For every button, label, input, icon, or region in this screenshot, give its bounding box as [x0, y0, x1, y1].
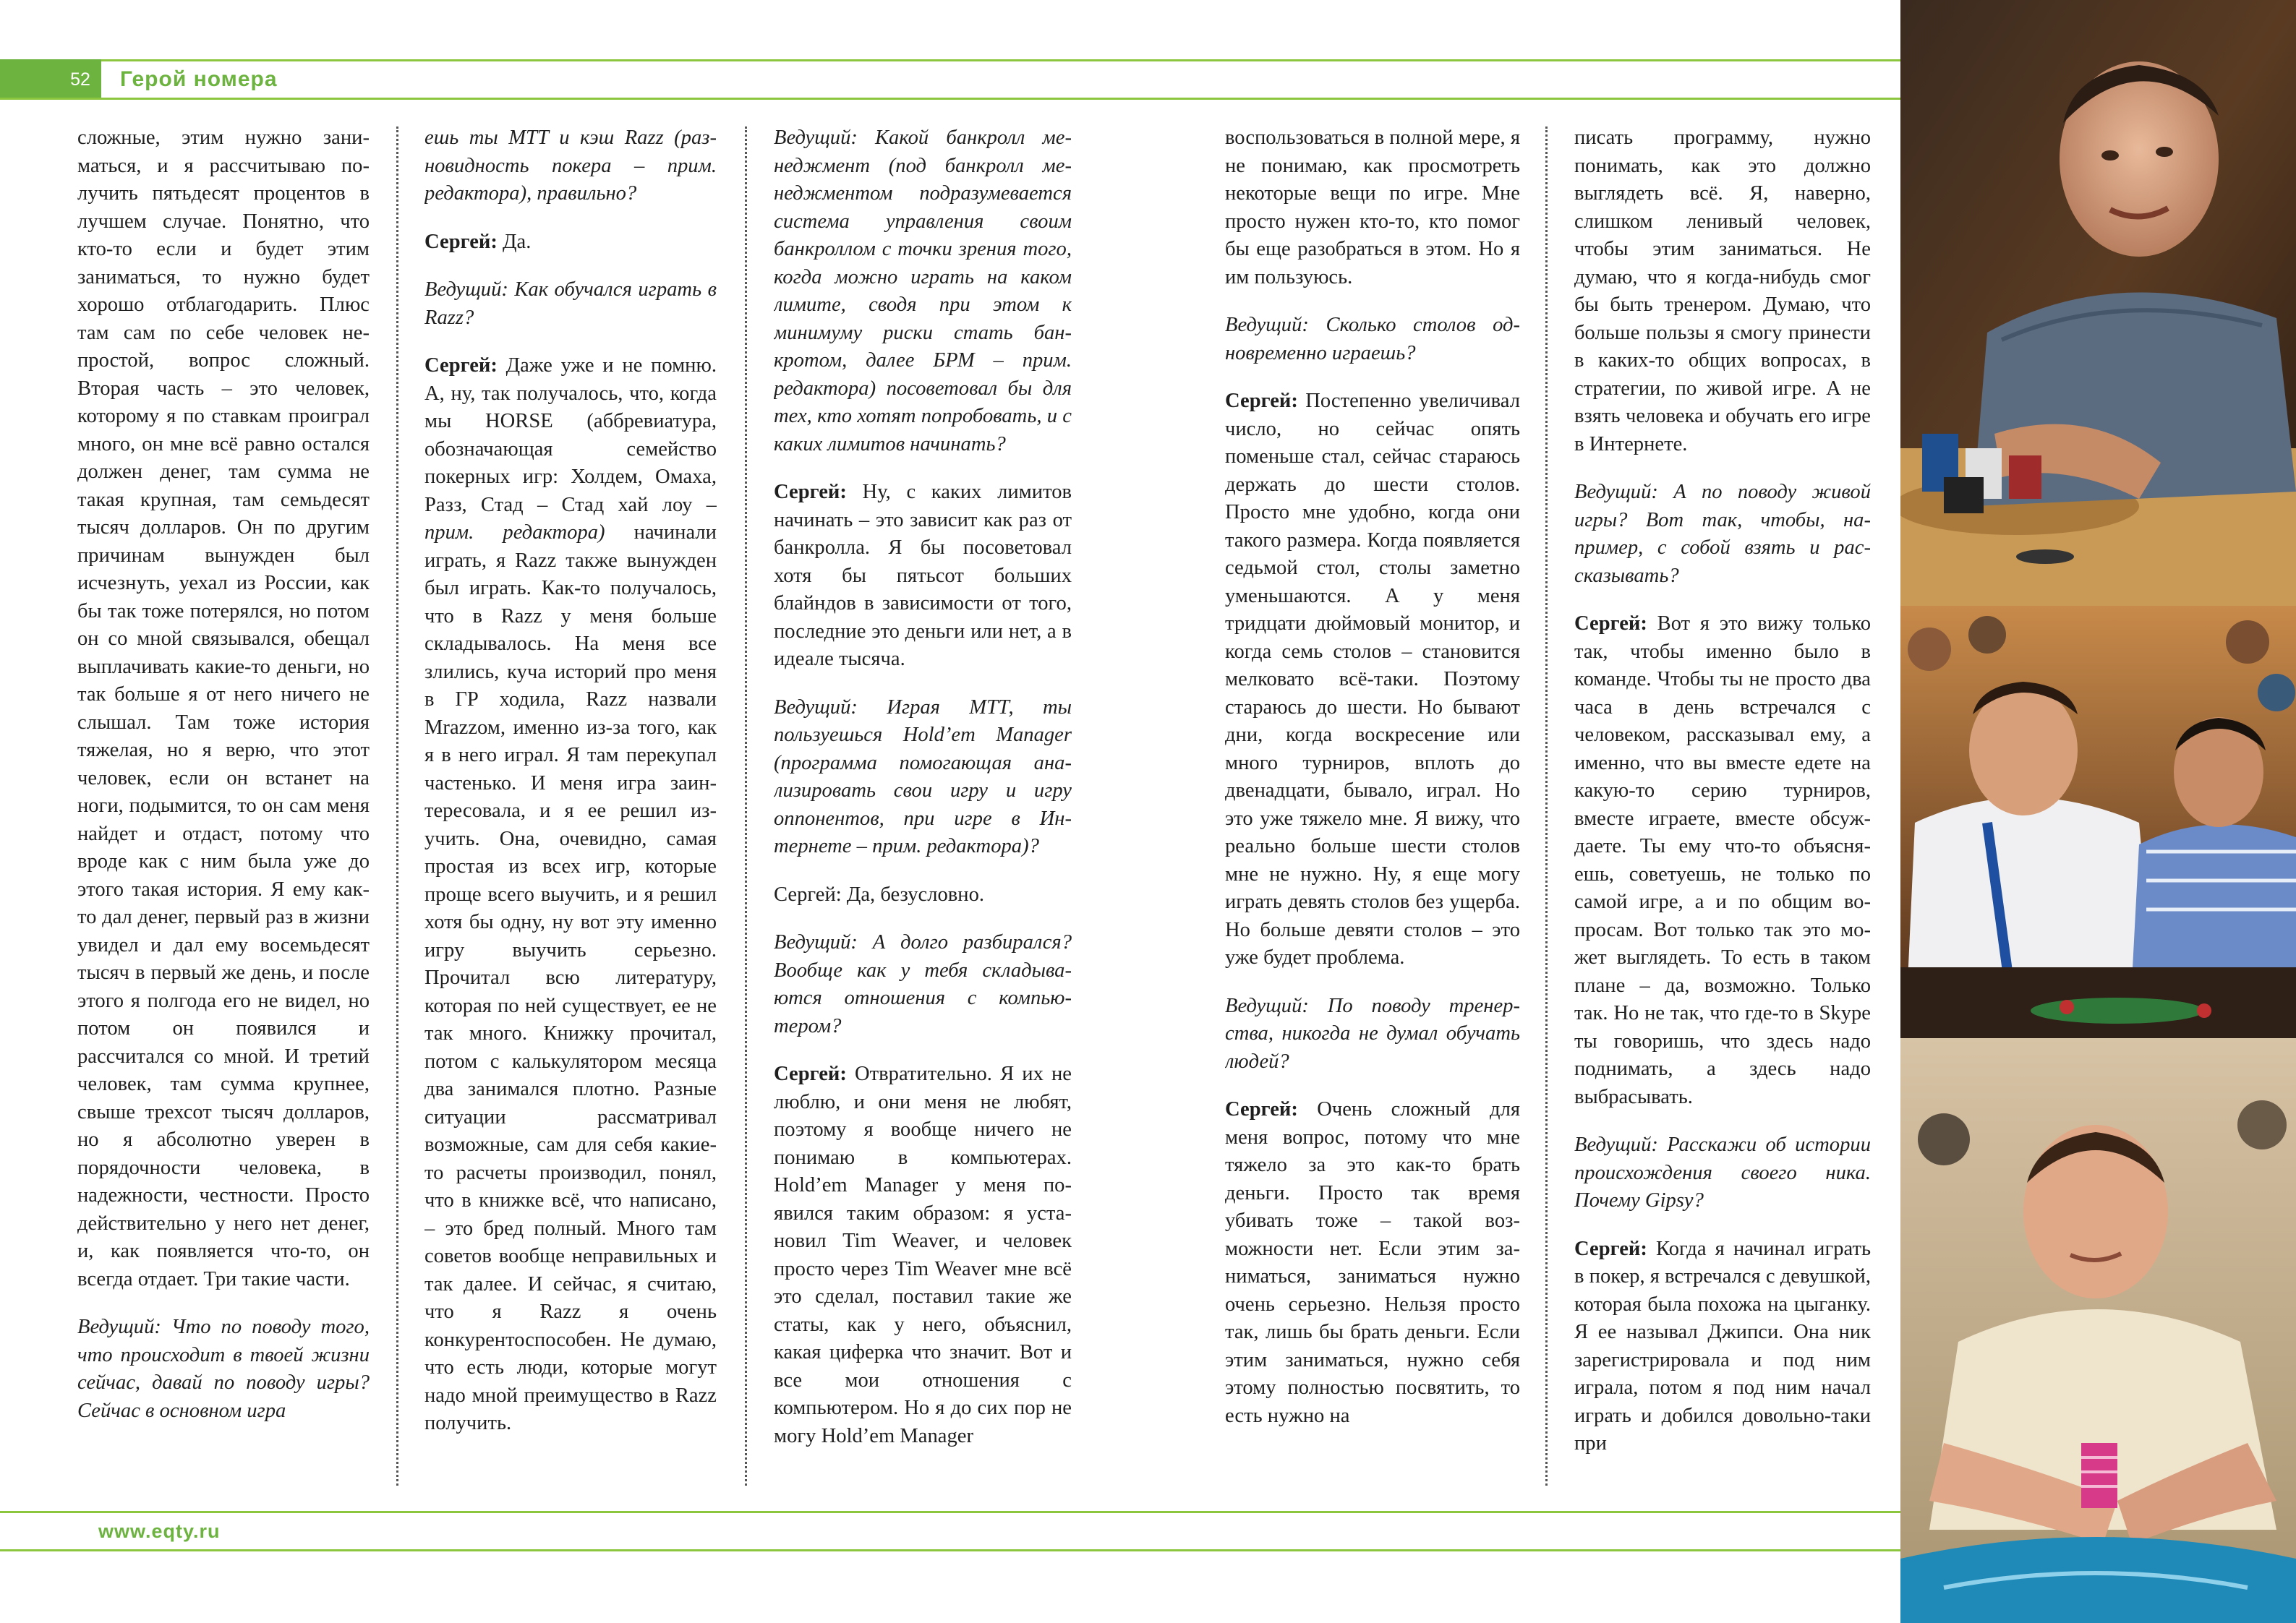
header-rule-top: [0, 59, 1900, 61]
speaker-label: Сергей:: [1574, 1237, 1647, 1260]
interviewee-answer: [1574, 1236, 1871, 1458]
answer-text: Ну, с каких лимитов начинать – это зависит как раз от банкролла. Я бы посоветовал хотя бы пятьсот больших блайндов в зависимости от того, последние это деньги или нет, а в идеале тысяча.: [774, 481, 1072, 670]
column-separator: [396, 127, 398, 1486]
body-paragraph: писать программу, нужно понимать, как это должно выглядеть всё. Я, наверно, слишком ленивый человек, чтобы этим заниматься. Не думаю, что я когда-нибудь смог бы быть тренером. Думаю, что больше пользы я смогу принести в каких-то общих вопросах, в стратегии, по живой игре. А не взять человека и обучать его игре в Интернете.: [1574, 127, 1871, 455]
interviewer-question: ешь ты МТТ и кэш Razz (разновидность покера – прим. редактора), правильно?: [424, 127, 717, 205]
answer-text: Вот я это вижу только так, чтобы именно было в команде. Чтобы ты не просто два часа в день встречался с человеком, рассказывал ему, а именно, что вы вместе едете на какую-то серию турниров, вместе играете, вместе обсуждаете. Ты ему что-то объясняешь, советуешь, не только по самой игре, а и по общим вопросам. Вот только так это может выглядеть. То есть в таком плане – да, возможно. Только так. Но не так, что где-то в Skype ты говоришь, что здесь надо поднимать, а здесь надо выбрасывать.: [1574, 612, 1871, 1108]
speaker-label: Сергей:: [774, 1063, 847, 1085]
speaker-label: Сергей:: [1225, 1098, 1298, 1121]
interviewer-question: Ведущий: Играя МТТ, ты пользуешься Hold’em Manager (программа помогающая анализировать свои игру и игру оппонентов, при игре в Интернете – прим. редактора)?: [774, 695, 1072, 857]
footer-rule-top: [0, 1511, 1900, 1513]
body-paragraph: воспользоваться в полной мере, я не понимаю, как просмотреть некоторые вещи по игре. Мне просто нужен кто-то, кто помог бы еще разобраться в этом. Но я им пользуюсь.: [1225, 127, 1520, 288]
plain-answer: Сергей: Да, безусловно.: [774, 883, 985, 906]
interviewee-answer: [1225, 1096, 1520, 1430]
footer-url[interactable]: www.eqty.ru: [98, 1520, 221, 1542]
interviewer-question: Ведущий: Что по поводу того, что происходит в твоей жизни сейчас, давай по поводу игры? Сейчас в основном игра: [77, 1316, 370, 1422]
player-photo-icon: [1900, 1038, 2296, 1623]
text-column-4: [1225, 124, 1520, 1494]
interviewer-question: Ведущий: Сколько столов одновременно играешь?: [1225, 314, 1520, 364]
interviewer-question: Ведущий: А долго разбирался? Вообще как у тебя складываются отношения с компьютером?: [774, 931, 1072, 1037]
interviewee-answer: [1225, 387, 1520, 972]
header-rule-bottom: [0, 98, 1900, 100]
text-column-3: [774, 124, 1072, 1494]
section-title: Герой номера: [120, 67, 278, 91]
interviewee-answer: [774, 479, 1072, 674]
speaker-label: Сергей:: [774, 481, 847, 503]
interviewer-question: Ведущий: По поводу тренерства, никогда не думал обучать людей?: [1225, 994, 1520, 1073]
photo-strip: [1900, 0, 2296, 1623]
speaker-label: Сергей:: [1225, 390, 1298, 412]
poker-table-photo-icon: [1900, 606, 2296, 1038]
column-separator: [745, 127, 747, 1486]
answer-text: Когда я начинал играть в покер, я встречался с девушкой, которая была похожа на цыганку. Я ее называл Джипси. Она ник зарегистрировала и под ним играла, потом я под ним начал играть и добился довольно-таки при: [1574, 1237, 1871, 1455]
interviewee-answer: [1574, 610, 1871, 1111]
speaker-label: Сергей:: [1574, 612, 1647, 635]
text-column-5: [1574, 124, 1871, 1494]
column-separator: [1545, 127, 1548, 1486]
footer-rule-bottom: [0, 1549, 1900, 1551]
interviewer-question: Ведущий: А по поводу живой игры? Вот так, чтобы, например, с собой взять и рассказывать?: [1574, 481, 1871, 587]
answer-text: Даже уже и не помню. А, ну, так получалось, что, когда мы HORSE (аббревиатура, обозначающая семейство покерных игр: Холдем, Омаха, Разз, Стад – Стад хай лоу –: [424, 354, 717, 516]
text-column-2: [424, 124, 717, 1494]
portrait-photo-icon: [1900, 0, 2296, 606]
text-column-1: [77, 124, 370, 1494]
speaker-label: Сергей:: [424, 230, 498, 253]
interviewer-question: Ведущий: Какой банкролл менеджмент (под банкролл менеджментом подразумевается система управления своим банкроллом с точки зрения того, когда можно играть на каком лимите, сводя при этом к минимуму риски стать банкротом, далее БРМ – прим. редактора) посоветовал бы для тех, кто хотят попробовать, и с каких лимитов начинать?: [774, 127, 1072, 455]
interviewee-answer: [774, 1061, 1072, 1450]
answer-text-continued: начинали играть, я Razz также вынужден был играть. Как-то получалось, что в Razz у меня больше складывалось. На меня все злились, куча историй про меня в ГР ходила, Razz назвали Mrazzом, именно из-за того, как я в него играл. Я там перекупал частенько. И меня игра заинтересовала, и я ее решил изучить. Она, очевидно, самая простая из всех игр, которые проще всего выучить, и я решил хотя бы одну, ну вот эту именно игру выучить серьезно. Прочитал всю литературу, которая по ней существует, ее не так много. Книжку прочитал, потом с калькулятором месяца два занимался плотно. Разные ситуации рассматривал возможные, сам для себя какие-то расчеты производил, понял, что в книжке всё, что написано, – это бред полный. Много там советов вообще неправильных и так далее. И сейчас, я считаю, что я Razz я очень конкурентоспособен. Не думаю, что есть люди, которые могут надо мной преимущество в Razz получить.: [424, 521, 717, 1434]
answer-text: Постепенно увеличивал число, но сейчас опять поменьше стал, сейчас стараюсь держать до шести столов. Просто мне удобно, когда они такого размера. Когда появляется седьмой стол, столы заметно уменьшаются. А у меня тридцати дюймовый монитор, и когда семь столов – становится мелковато всё-таки. Поэтому стараюсь до шести. Но бывают дни, когда воскресение или много турниров, вплоть до двенадцати, бывало, играл. Но это уже тяжело мне. Я вижу, что реально больше шести столов мне не нужно. Ну, я еще могу играть девять столов без ущерба. Но больше девяти столов – это уже будет проблема.: [1225, 390, 1520, 969]
answer-text: Отвратительно. Я их не люблю, и они меня не любят, поэтому я вообще ничего не понимаю в компьютерах. Hold’em Manager у меня появился таким образом: я установил Tim Weaver, и человек просто через Tim Weaver мне всё это сделал, поставил такие же статы, как у него, объяснил, какая циферка что значит. Вот и все мои отношения с компьютером. Но я до сих пор не могу Hold’em Manager: [774, 1063, 1072, 1447]
interviewee-answer: [424, 228, 717, 257]
interviewer-question: Ведущий: Как обучался играть в Razz?: [424, 278, 717, 329]
body-paragraph: сложные, этим нужно заниматься, и я рассчитываю получить пятьдесят процентов в лучшем случае. Понятно, что кто-то если и будет этим заниматься, то нужно будет хорошо отблагодарить. Плюс там сам по себе человек непростой, вопрос сложный. Вторая часть – это человек, которому я по ставкам проиграл много, он мне всё равно остался должен денег, там сумма не такая крупная, там семьдесят тысяч долларов. Он по другим причинам вынужден был исчезнуть, уехал из России, как бы так тоже потерялся, но потом он со мной связывался, обещал выплачивать какие-то деньги, но так больше я от него ничего не слышал. Там тоже история тяжелая, но я верю, что этот человек, если он встанет на ноги, подымится, то он сам меня найдет и отдаст, потому что вроде как с ним была уже до этого такая история. Я ему как-то дал денег, первый раз в жизни увидел и дал ему восемьдесят тысяч в первый же день, и после этого я полгода его не видел, но потом он появился и рассчитался со мной. И третий человек, там сумма крупнее, свыше трехсот тысяч долларов, но я абсолютно уверен в порядочности человека, в надежности, честности. Просто действительно у него нет денег, и, как появляется что-то, он всегда отдает. Три такие части.: [77, 127, 370, 1290]
speaker-label: Сергей:: [424, 354, 498, 377]
interviewer-question: Ведущий: Расскажи об истории происхождения своего ника. Почему Gipsy?: [1574, 1134, 1871, 1212]
page-number: 52: [70, 69, 90, 90]
answer-text: Да.: [497, 230, 532, 253]
interviewee-answer: [424, 352, 717, 1438]
editor-note: прим. редактора): [424, 521, 605, 544]
answer-text: Очень сложный для меня вопрос, потому что мне тяжело за это как-то брать деньги. Просто так время убивать тоже – такой возможности нет. Если этим заниматься, заниматься нужно очень серьезно. Нельзя просто так, лишь бы брать деньги. Если этим заниматься, нужно себя этому полностью посвятить, то есть нужно на: [1225, 1098, 1520, 1427]
